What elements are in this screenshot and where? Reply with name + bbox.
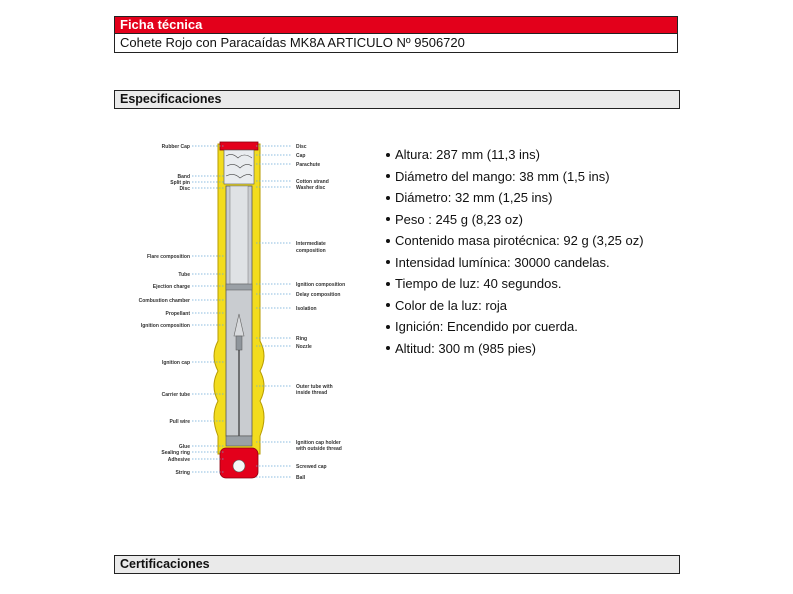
diagram-label-right: Delay composition — [296, 291, 341, 298]
diagram-label-left: Pull wire — [169, 418, 190, 425]
diagram-label-right: Nozzle — [296, 343, 312, 350]
diagram-label-right: Disc — [296, 143, 307, 150]
spec-text: Contenido masa pirotécnica: 92 g (3,25 oz) — [395, 233, 644, 248]
diagram-label-right: Parachute — [296, 161, 321, 168]
spec-text: Diámetro: 32 mm (1,25 ins) — [395, 190, 553, 205]
datasheet-title: Ficha técnica — [114, 16, 678, 34]
bullet-icon — [386, 153, 390, 157]
diagram-label-left: Ejection charge — [152, 283, 190, 290]
spec-text: Ignición: Encendido por cuerda. — [395, 319, 578, 334]
diagram-label-left: Split pin — [170, 179, 190, 186]
diagram-label-left: String — [175, 469, 190, 476]
diagram-label-left: Sealing ring — [161, 449, 190, 456]
diagram-label-right: with outside thread — [296, 445, 342, 452]
diagram-label-left: Carrier tube — [161, 391, 190, 398]
specifications-list — [386, 144, 644, 359]
rubber-cap-shape — [220, 142, 258, 150]
spec-text: Altura: 287 mm (11,3 ins) — [395, 147, 540, 162]
spec-text: Intensidad lumínica: 30000 candelas. — [395, 254, 610, 270]
diagram-label-right: Washer disc — [296, 184, 326, 191]
spec-item — [386, 295, 644, 317]
bullet-icon — [386, 174, 390, 178]
diagram-label-right: Ignition cap holder — [296, 439, 341, 446]
diagram-label-left: Disc — [179, 185, 190, 192]
spec-item — [386, 338, 644, 360]
bullet-icon — [386, 282, 390, 286]
ball-shape — [233, 460, 245, 472]
diagram-label-right: inside thread — [296, 389, 328, 396]
diagram-label-left: Band — [177, 173, 190, 180]
diagram-label-right: Cap — [296, 152, 306, 159]
spec-item — [386, 316, 644, 338]
spec-item — [386, 166, 644, 188]
bullet-icon — [386, 196, 390, 200]
spec-text: Color de la luz: roja — [395, 297, 507, 313]
diagram-label-left: Ignition composition — [140, 322, 190, 329]
spec-item — [386, 187, 644, 209]
spec-text: Tiempo de luz: 40 segundos. — [395, 276, 562, 291]
diagram-label-right: Ball — [296, 474, 306, 481]
rocket-diagram — [130, 136, 370, 488]
product-subtitle: Cohete Rojo con Paracaídas MK8A ARTICULO Nº 9506720 — [114, 34, 678, 53]
spec-item — [386, 252, 644, 274]
diagram-label-left: Glue — [178, 443, 190, 450]
bullet-icon — [386, 303, 390, 307]
diagram-label-right: Screwed cap — [296, 463, 327, 470]
spec-item — [386, 144, 644, 166]
diagram-label-right: Isolation — [296, 305, 317, 312]
certifications-heading: Certificaciones — [114, 555, 680, 574]
spec-text: Peso : 245 g (8,23 oz) — [395, 211, 523, 227]
diagram-label-left: Adhesive — [167, 456, 190, 463]
spec-item — [386, 273, 644, 295]
bullet-icon — [386, 260, 390, 264]
spec-item — [386, 230, 644, 252]
diagram-label-left: Propellant — [165, 310, 190, 317]
spec-item — [386, 209, 644, 231]
diagram-label-right: Ignition composition — [296, 281, 346, 288]
diagram-label-left: Tube — [178, 271, 190, 278]
diagram-label-right: Outer tube with — [296, 383, 333, 390]
spec-text: Diámetro del mango: 38 mm (1,5 ins) — [395, 168, 610, 184]
spec-text: Altitud: 300 m (985 pies) — [395, 340, 536, 356]
diagram-label-left: Rubber Cap — [161, 143, 190, 150]
specifications-heading: Especificaciones — [114, 90, 680, 109]
diagram-label-right: Intermediate — [296, 240, 326, 247]
diagram-label-right: composition — [296, 247, 326, 254]
bullet-icon — [386, 325, 390, 329]
bullet-icon — [386, 217, 390, 221]
diagram-label-left: Ignition cap — [161, 359, 190, 366]
diagram-label-right: Cotton strand — [296, 178, 329, 185]
bullet-icon — [386, 346, 390, 350]
bullet-icon — [386, 239, 390, 243]
diagram-label-right: Ring — [296, 335, 308, 342]
diagram-label-left: Combustion chamber — [138, 297, 190, 304]
diagram-label-left: Flare composition — [146, 253, 190, 260]
